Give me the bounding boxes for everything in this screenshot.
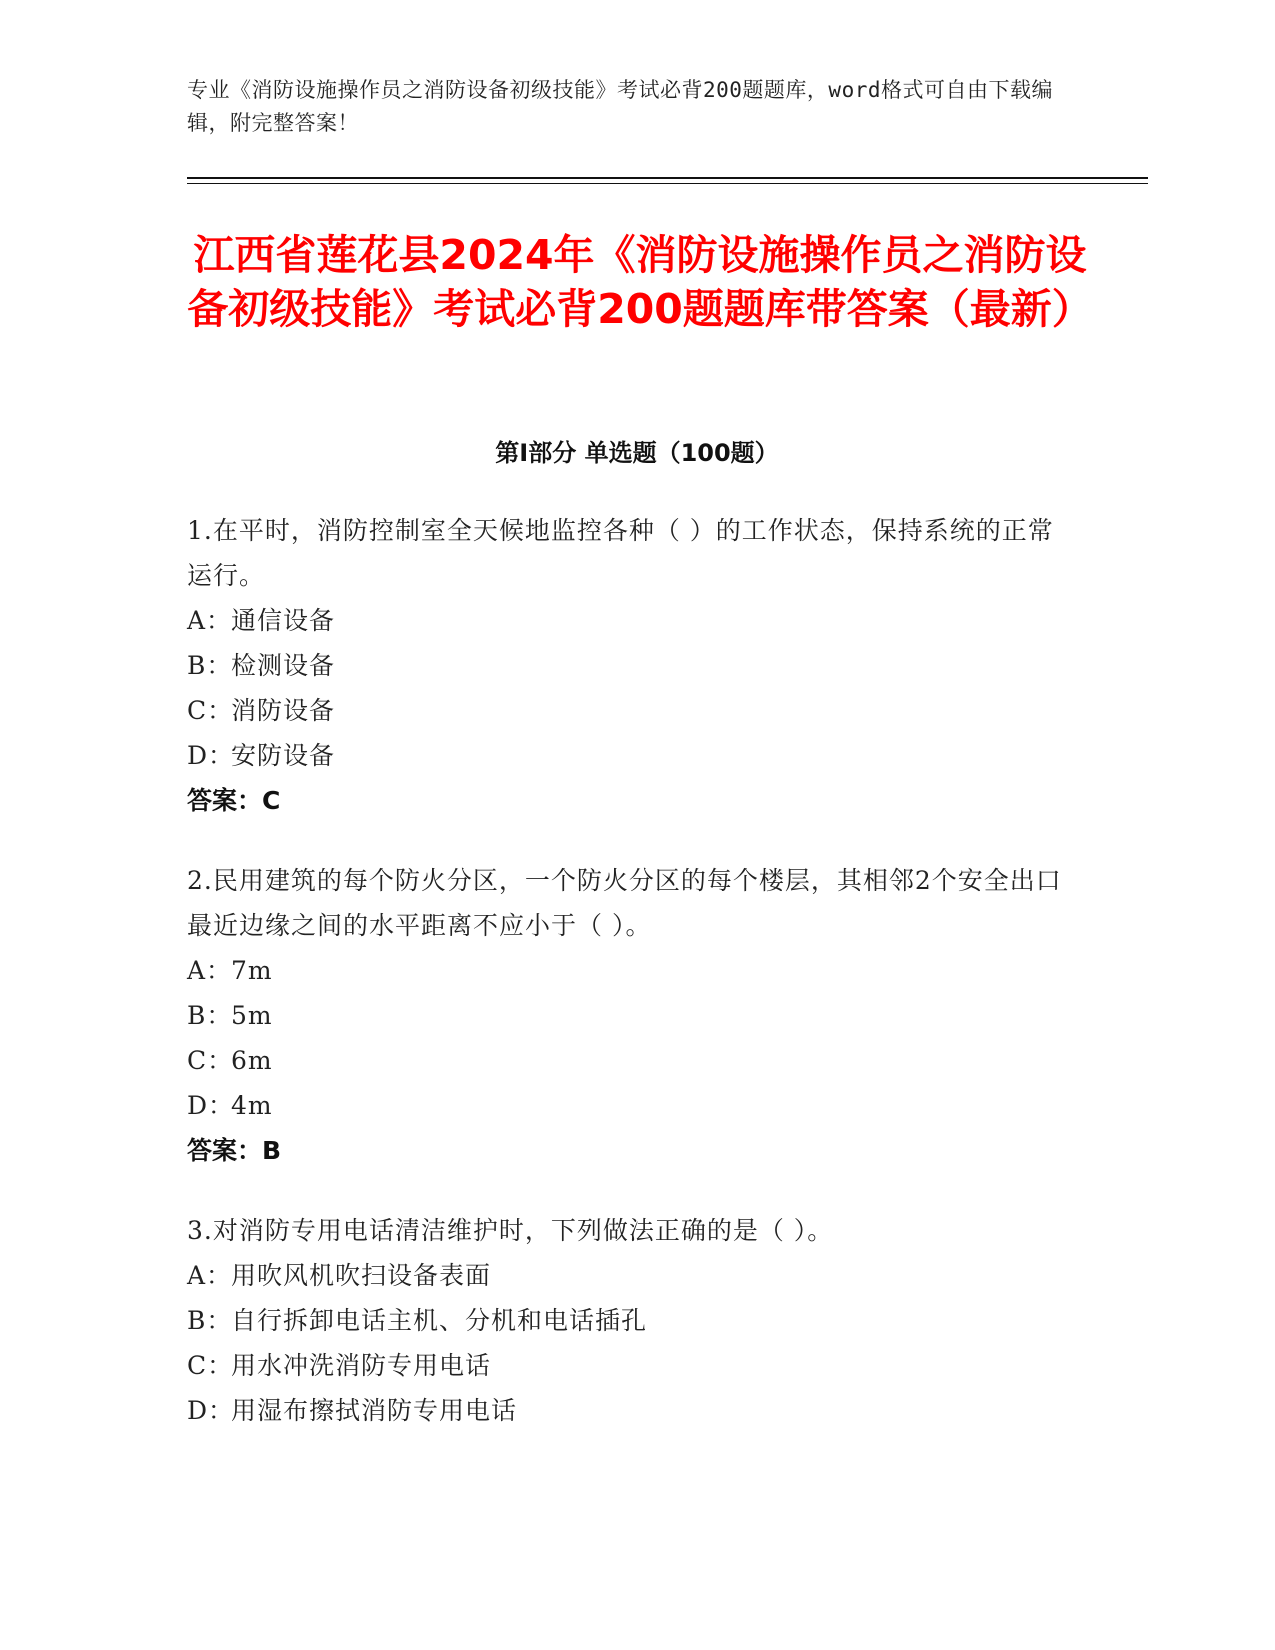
option-key: A： — [187, 606, 233, 635]
option-text: 检测设备 — [231, 651, 336, 680]
answer-value: C — [262, 786, 281, 815]
document-title: 江西省莲花县2024年《消防设施操作员之消防设备初级技能》考试必背200题题库带答案（最新） — [187, 231, 1093, 333]
option-key: B： — [187, 651, 233, 680]
option-c — [187, 1343, 1067, 1388]
option-key: D： — [187, 741, 235, 770]
option-text: 用水冲洗消防专用电话 — [231, 1351, 492, 1380]
option-a — [187, 1253, 1067, 1298]
option-text: 用吹风机吹扫设备表面 — [231, 1261, 492, 1290]
option-key: B： — [187, 1001, 233, 1030]
option-a — [187, 948, 1067, 993]
option-key: A： — [187, 956, 233, 985]
question-3 — [187, 1208, 1067, 1433]
option-d — [187, 1388, 1067, 1433]
option-b — [187, 993, 1067, 1038]
option-text: 安防设备 — [231, 741, 336, 770]
answer-line — [187, 778, 1067, 823]
question-1 — [187, 508, 1067, 823]
question-stem: 1.在平时，消防控制室全天候地监控各种（ ）的工作状态，保持系统的正常运行。 — [187, 516, 1054, 590]
option-key: C： — [187, 696, 234, 725]
option-text: 自行拆卸电话主机、分机和电话插孔 — [231, 1306, 648, 1335]
option-d — [187, 1083, 1067, 1128]
option-text: 6m — [231, 1046, 273, 1075]
header-divider-thin — [187, 183, 1148, 184]
question-2 — [187, 858, 1067, 1173]
option-key: C： — [187, 1046, 234, 1075]
option-key: D： — [187, 1091, 235, 1120]
question-stem: 3.对消防专用电话清洁维护时，下列做法正确的是（ ）。 — [187, 1216, 834, 1245]
option-text: 用湿布擦拭消防专用电话 — [231, 1396, 518, 1425]
option-text: 消防设备 — [231, 696, 336, 725]
option-text: 4m — [231, 1091, 273, 1120]
option-c — [187, 1038, 1067, 1083]
option-key: D： — [187, 1396, 235, 1425]
option-key: A： — [187, 1261, 233, 1290]
option-text: 通信设备 — [231, 606, 336, 635]
answer-line — [187, 1128, 1067, 1173]
section-heading: 第I部分 单选题（100题） — [495, 439, 779, 467]
option-b — [187, 1298, 1067, 1343]
answer-value: B — [262, 1136, 282, 1165]
question-stem: 2.民用建筑的每个防火分区，一个防火分区的每个楼层，其相邻2个安全出口最近边缘之间的水平距离不应小于（ ）。 — [187, 866, 1062, 940]
option-d — [187, 733, 1067, 778]
option-key: C： — [187, 1351, 234, 1380]
answer-label: 答案： — [187, 786, 263, 815]
option-b — [187, 643, 1067, 688]
option-key: B： — [187, 1306, 233, 1335]
option-text: 7m — [231, 956, 273, 985]
header-divider-thick — [187, 177, 1148, 179]
option-text: 5m — [231, 1001, 273, 1030]
answer-label: 答案： — [187, 1136, 263, 1165]
option-c — [187, 688, 1067, 733]
option-a — [187, 598, 1067, 643]
header-note: 专业《消防设施操作员之消防设备初级技能》考试必背200题题库，word格式可自由下载编辑，附完整答案！ — [187, 78, 1053, 135]
